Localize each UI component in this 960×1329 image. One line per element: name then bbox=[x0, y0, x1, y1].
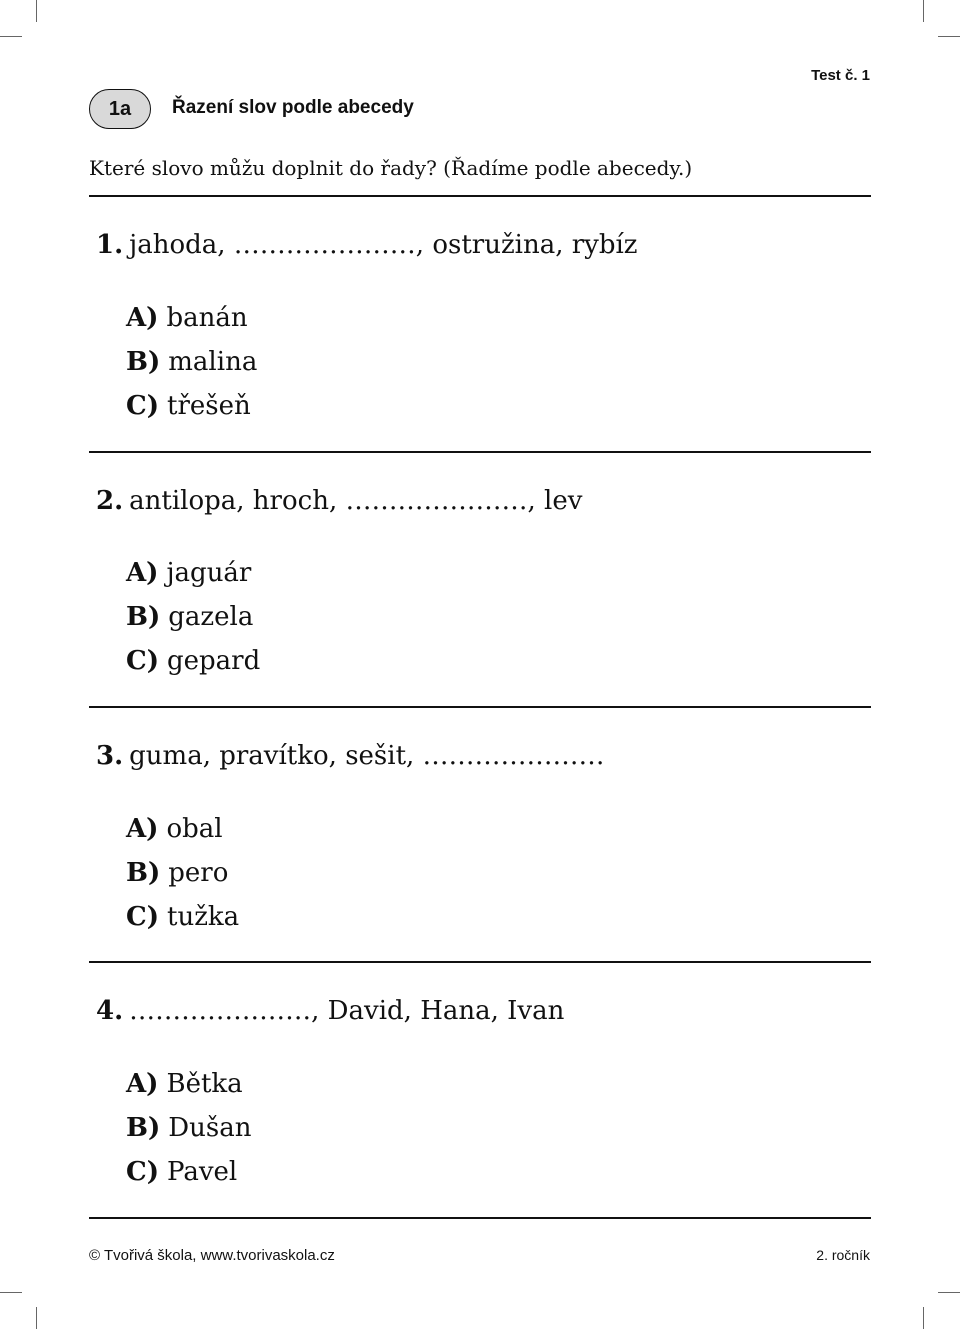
question-2 bbox=[96, 486, 582, 516]
divider bbox=[89, 1217, 871, 1219]
options-4 bbox=[126, 1062, 251, 1194]
question-number: 1. bbox=[96, 230, 124, 260]
option-b: B) malina bbox=[126, 347, 258, 377]
option-a: A) banán bbox=[126, 303, 248, 333]
question-3 bbox=[96, 741, 605, 771]
crop-mark bbox=[923, 1307, 924, 1329]
option-c: C) třešeň bbox=[126, 391, 251, 421]
divider bbox=[89, 706, 871, 708]
question-text: jahoda, …………………, ostružina, rybíz bbox=[129, 230, 638, 260]
question-number: 2. bbox=[96, 486, 124, 516]
question-text: antilopa, hroch, …………………, lev bbox=[129, 486, 583, 516]
option-b: B) pero bbox=[126, 858, 229, 888]
options-2 bbox=[126, 551, 260, 683]
copyright-footer: © Tvořivá škola, www.tvorivaskola.cz bbox=[89, 1247, 335, 1264]
grade-label: 2. ročník bbox=[816, 1247, 870, 1263]
question-number: 3. bbox=[96, 741, 124, 771]
option-a: A) jaguár bbox=[126, 558, 252, 588]
question-text: …………………, David, Hana, Ivan bbox=[129, 996, 565, 1026]
option-b: B) Dušan bbox=[126, 1113, 252, 1143]
question-text: guma, pravítko, sešit, ………………… bbox=[129, 741, 605, 771]
question-number: 4. bbox=[96, 996, 124, 1026]
exercise-badge: 1a bbox=[89, 89, 151, 129]
option-b: B) gazela bbox=[126, 602, 254, 632]
crop-mark bbox=[36, 1307, 37, 1329]
exercise-title: Řazení slov podle abecedy bbox=[172, 97, 414, 118]
option-a: A) obal bbox=[126, 814, 223, 844]
crop-mark bbox=[938, 36, 960, 37]
option-c: C) gepard bbox=[126, 646, 261, 676]
divider bbox=[89, 195, 871, 197]
option-c: C) tužka bbox=[126, 902, 240, 932]
crop-mark bbox=[36, 0, 37, 22]
crop-mark bbox=[923, 0, 924, 22]
test-number: Test č. 1 bbox=[811, 67, 870, 84]
question-1 bbox=[96, 230, 638, 260]
crop-mark bbox=[938, 1292, 960, 1293]
crop-mark bbox=[0, 1292, 22, 1293]
option-c: C) Pavel bbox=[126, 1157, 238, 1187]
question-4 bbox=[96, 996, 564, 1026]
crop-mark bbox=[0, 36, 22, 37]
instruction: Které slovo můžu doplnit do řady? (Řadíme podle abecedy.) bbox=[89, 156, 693, 180]
options-3 bbox=[126, 807, 239, 939]
divider bbox=[89, 961, 871, 963]
divider bbox=[89, 451, 871, 453]
options-1 bbox=[126, 296, 257, 428]
option-a: A) Bětka bbox=[126, 1069, 243, 1099]
